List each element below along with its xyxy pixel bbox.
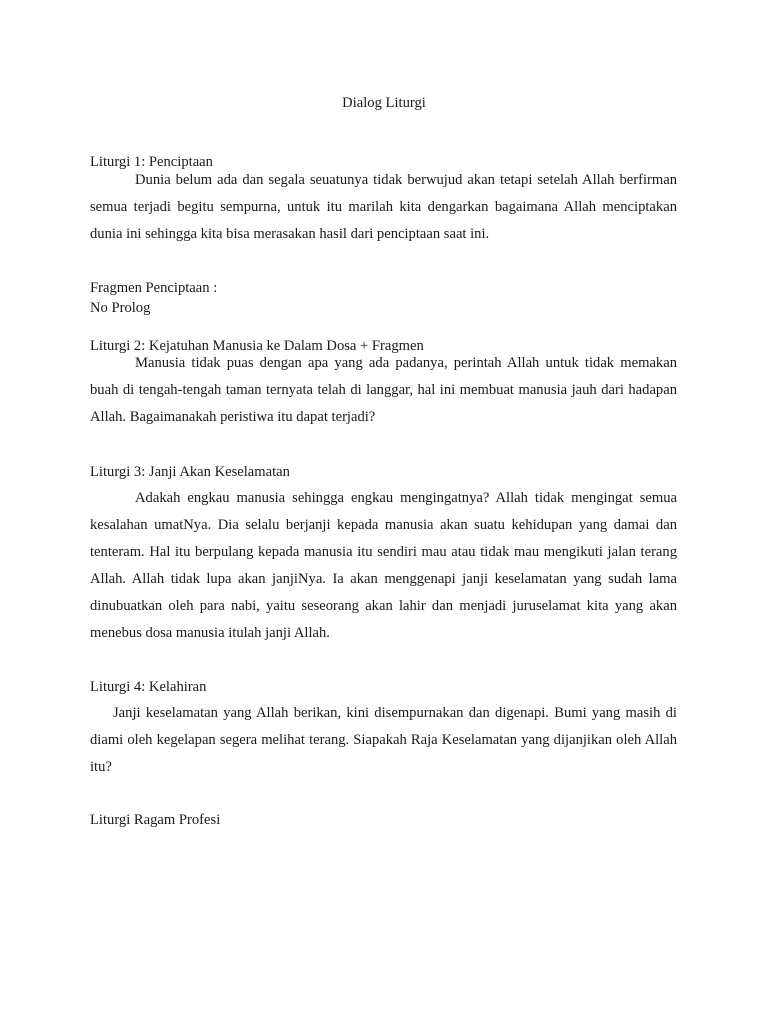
section-heading-liturgi-1: Liturgi 1: Penciptaan	[90, 154, 213, 170]
section-heading-liturgi-3: Liturgi 3: Janji Akan Keselamatan	[90, 464, 290, 480]
section-body-liturgi-3: Adakah engkau manusia sehingga engkau mengingatnya? Allah tidak mengingat semua kesalahan umatNya. Dia selalu berjanji kepada manusia akan suatu kehidupan yang damai dan tenteram. Hal itu berpulang kepada manusia itu sendiri mau atau tidak mau mengikuti jalan terang Allah. Allah tidak lupa akan janjiNya. Ia akan menggenapi janji keselamatan yang sudah lama dinubuatkan oleh para nabi, yaitu seseorang akan lahir dan menjadi juruselamat kita yang akan menebus dosa manusia itulah janji Allah.	[90, 490, 677, 641]
section-body-liturgi-4: Janji keselamatan yang Allah berikan, kini disempurnakan dan digenapi. Bumi yang masih di diami oleh kegelapan segera melihat terang. Siapakah Raja Keselamatan yang dijanjikan oleh Allah itu?	[90, 705, 677, 775]
section-heading-liturgi-4: Liturgi 4: Kelahiran	[90, 679, 207, 695]
section-body-liturgi-2: Manusia tidak puas dengan apa yang ada padanya, perintah Allah untuk tidak memakan buah di tengah-tengah taman ternyata telah di langgar, hal ini membuat manusia jauh dari hadapan Allah. Bagaimanakah peristiwa itu dapat terjadi?	[90, 355, 677, 425]
document-title: Dialog Liturgi	[342, 95, 426, 111]
section-note-no-prolog: No Prolog	[90, 300, 151, 316]
section-heading-liturgi-ragam-profesi: Liturgi Ragam Profesi	[90, 812, 221, 828]
section-heading-fragmen-penciptaan: Fragmen Penciptaan :	[90, 280, 218, 296]
section-heading-liturgi-2: Liturgi 2: Kejatuhan Manusia ke Dalam Dosa + Fragmen	[90, 338, 424, 354]
section-body-liturgi-1: Dunia belum ada dan segala seuatunya tidak berwujud akan tetapi setelah Allah berfirman semua terjadi begitu sempurna, untuk itu marilah kita dengarkan bagaimana Allah menciptakan dunia ini sehingga kita bisa merasakan hasil dari penciptaan saat ini.	[90, 172, 677, 242]
